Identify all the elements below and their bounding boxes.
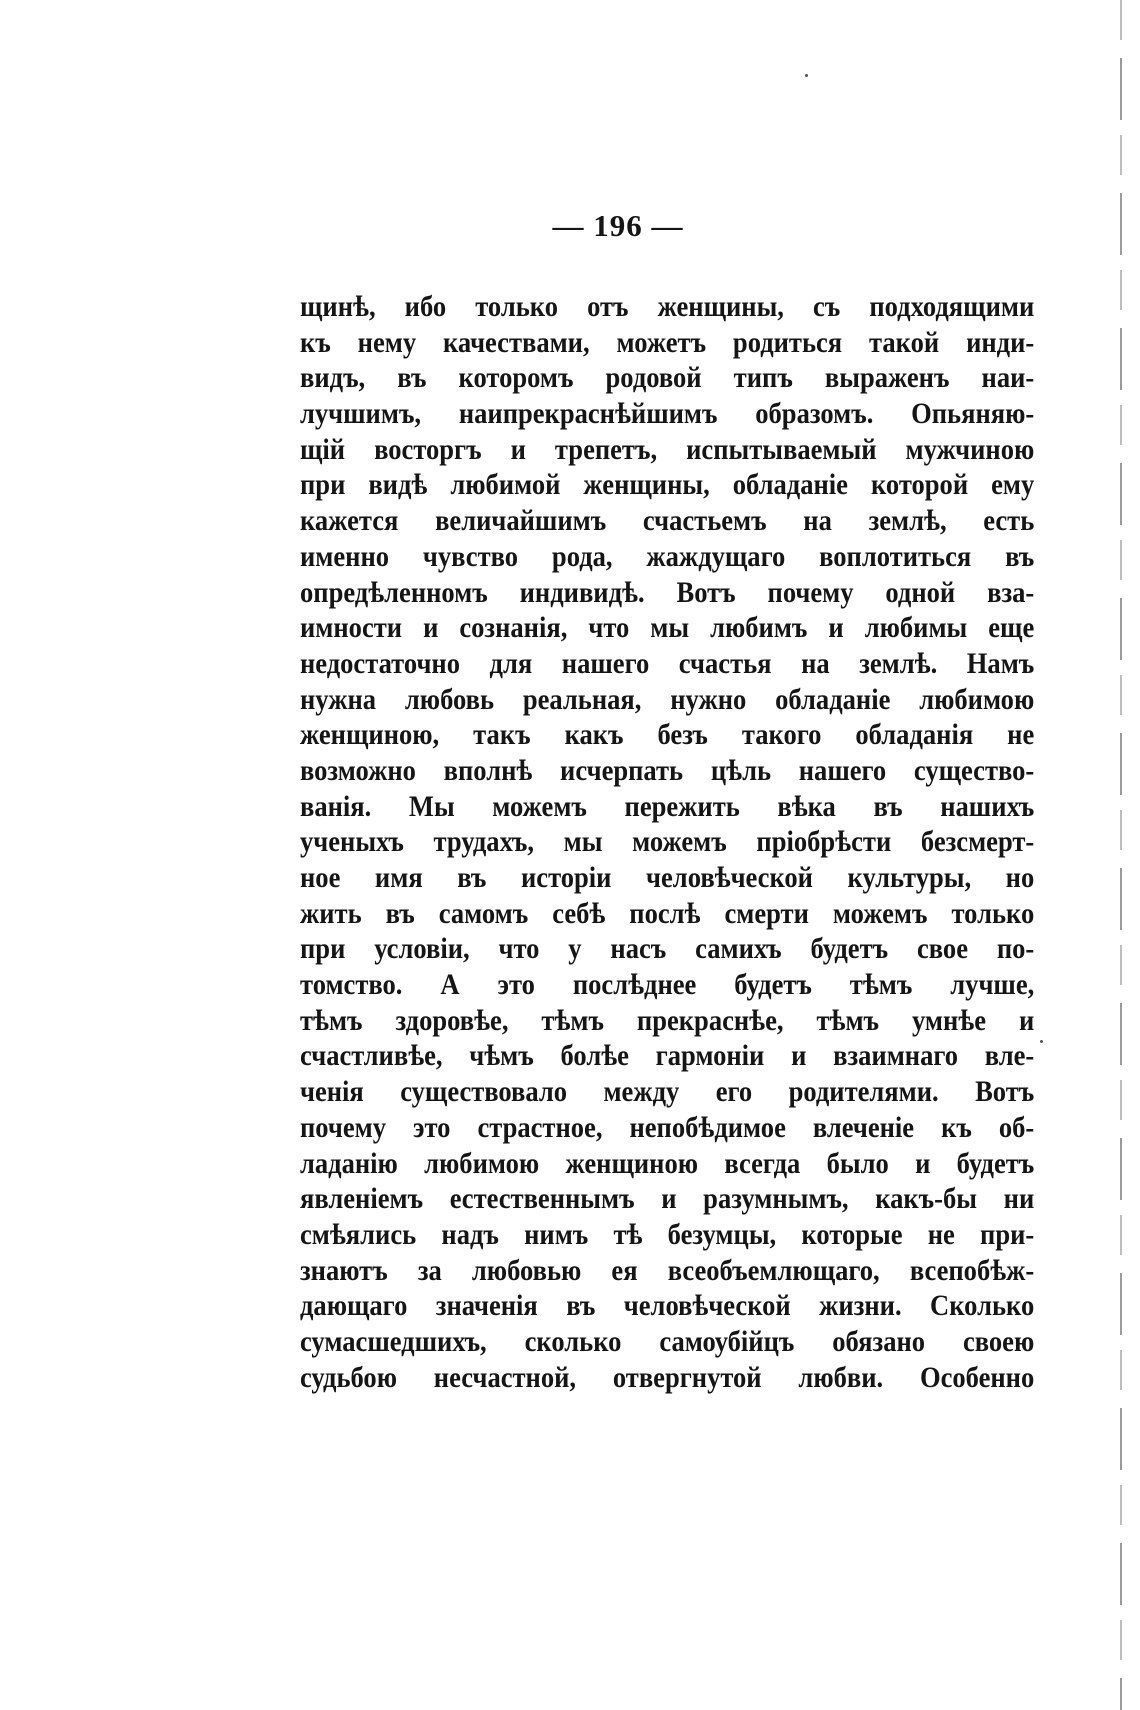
text-line: дающаго значенія въ человѣческой жизни. Сколько xyxy=(300,1290,1035,1323)
text-line: сумасшедшихъ, сколько самоубійцъ обязано своею xyxy=(300,1325,1035,1358)
text-line: лучшимъ, наипрекраснѣйшимъ образомъ. Опьяняю- xyxy=(300,398,1035,431)
text-line: счастливѣе, чѣмъ болѣе гармоніи и взаимнаго вле- xyxy=(300,1040,1035,1073)
text-line: жить въ самомъ себѣ послѣ смерти можемъ только xyxy=(300,897,1035,930)
text-line: опредѣленномъ индивидѣ. Вотъ почему одной вза- xyxy=(300,576,1035,609)
text-line: именно чувство рода, жаждущаго воплотиться въ xyxy=(300,540,1035,573)
text-line: имности и сознанія, что мы любимъ и любимы еще xyxy=(300,612,1035,645)
text-line: смѣялись надъ нимъ тѣ безумцы, которые не при- xyxy=(300,1218,1035,1251)
text-line: явленіемъ естественнымъ и разумнымъ, какъ-бы ни xyxy=(300,1183,1035,1216)
text-line: ладанію любимою женщиною всегда было и будетъ xyxy=(300,1147,1035,1180)
text-line: ученыхъ трудахъ, мы можемъ пріобрѣсти безсмерт- xyxy=(300,826,1035,859)
text-line: при условіи, что у насъ самихъ будетъ свое по- xyxy=(300,933,1035,966)
text-line: недостаточно для нашего счастья на землѣ. Намъ xyxy=(300,647,1035,680)
text-line: почему это страстное, непобѣдимое влеченіе къ об- xyxy=(300,1111,1035,1144)
text-line: ченія существовало между его родителями. Вотъ xyxy=(300,1076,1035,1109)
body-text xyxy=(300,290,1035,1396)
text-line: при видѣ любимой женщины, обладаніе которой ему xyxy=(300,469,1035,502)
page-number: — 196 — xyxy=(552,208,684,243)
text-line: щинѣ, ибо только отъ женщины, съ подходящими xyxy=(300,291,1035,323)
text-line: женщиною, такъ какъ безъ такого обладанія не xyxy=(300,719,1035,752)
text-line: къ нему качествами, можетъ родиться такой инди- xyxy=(300,326,1035,359)
text-line: томство. А это послѣднее будетъ тѣмъ лучше, xyxy=(300,969,1035,1002)
scan-speck xyxy=(1040,1040,1043,1043)
text-line: ное имя въ исторіи человѣческой культуры, но xyxy=(300,862,1035,894)
text-line: видъ, въ которомъ родовой типъ выраженъ наи- xyxy=(300,362,1035,395)
text-line: нужна любовь реальная, нужно обладаніе любимою xyxy=(300,683,1035,716)
scan-edge-line xyxy=(1120,0,1122,1710)
text-line: ванія. Мы можемъ пережить вѣка въ нашихъ xyxy=(300,790,1035,823)
text-line: кажется величайшимъ счастьемъ на землѣ, есть xyxy=(300,505,1035,538)
scan-speck xyxy=(805,74,808,77)
text-line: тѣмъ здоровѣе, тѣмъ прекраснѣе, тѣмъ умнѣе и xyxy=(300,1004,1035,1037)
text-line: судьбою несчастной, отвергнутой любви. Особенно xyxy=(300,1361,1035,1394)
text-line: щій восторгъ и трепетъ, испытываемый мужчиною xyxy=(300,433,1035,466)
text-line: возможно вполнѣ исчерпать цѣль нашего существо- xyxy=(300,754,1035,787)
text-line: знаютъ за любовью ея всеобъемлющаго, всепобѣж- xyxy=(300,1254,1035,1287)
